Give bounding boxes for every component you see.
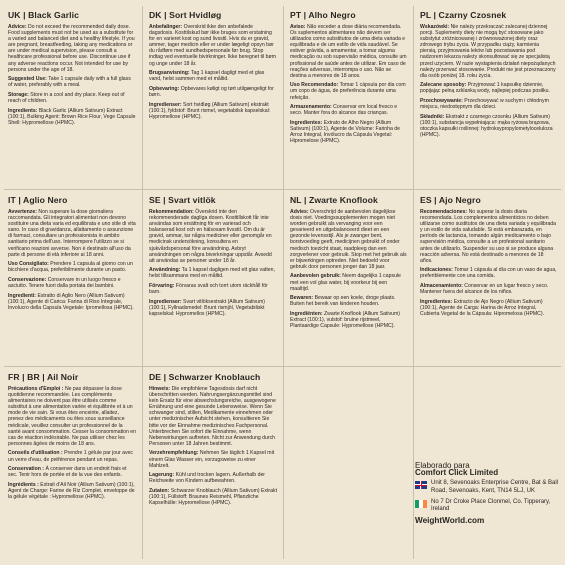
info-paragraph <box>290 295 407 307</box>
section-heading: FR | BR | Ail Noir <box>8 372 79 382</box>
info-paragraph <box>8 277 136 289</box>
paragraph-label: Ingredientes: <box>290 119 323 126</box>
paragraph-text: Conservar em local fresco e seco. Manter fora do alcance das crianças. <box>290 104 398 117</box>
ie-address: No 7 Dr Croke Place Clonmel, Co. Tipperary, Ireland <box>431 498 551 513</box>
heading-text: BR <box>27 372 40 382</box>
info-paragraph <box>420 299 557 317</box>
paragraph-text: Tomar 1 cápsula por dia com um copo de água, de preferência durante uma refeição. <box>290 82 406 101</box>
section-heading: PT | Alho Negro <box>290 10 356 20</box>
info-paragraph <box>8 92 136 104</box>
paragraph-text: Take 1 capsule daily with a full glass of water, preferably with a meal. <box>8 76 131 89</box>
heading-text: Sort Hvidløg <box>169 10 222 20</box>
paragraph-label: Användning: <box>149 267 181 274</box>
heading-text: Czarny Czosnek <box>438 10 507 20</box>
paragraph-label: Verzehrempfehlung: <box>149 450 199 457</box>
uk-flag-icon <box>415 481 427 489</box>
paragraph-label: Ingredienti: <box>8 292 36 299</box>
paragraph-label: Ingredienser: <box>149 298 182 305</box>
paragraph-label: Recomendaciones: <box>420 209 468 215</box>
uk-address: Unit 8, Sevenoaks Enterprise Centre, Bat & Ball Road, Sevenoaks, Kent, TN14 5LJ, UK <box>431 480 559 494</box>
paragraph-text: Zwarte Knoflook (Allium Sativum) Extract (100:1), vulstof: bruine rijstmeel, Plantaardige Capsule: Hypromellose (HPMC). <box>290 310 400 330</box>
paragraph-text: Opbevares køligt og tørt utilgængeligt for børn. <box>149 85 274 98</box>
paragraph-label: Förvaring: <box>149 283 175 290</box>
ie-address-row <box>415 499 563 513</box>
info-paragraph <box>8 386 136 447</box>
info-paragraph <box>149 70 277 82</box>
section-uk <box>2 6 142 189</box>
info-paragraph <box>420 283 557 295</box>
paragraph-label: Bewaren: <box>290 295 314 302</box>
heading-text: Svart vitlök <box>168 195 216 205</box>
paragraph-label: Aviso: <box>290 24 306 30</box>
section-fr <box>2 368 142 563</box>
section-se <box>143 191 283 366</box>
paragraph-label: Rekommendation: <box>149 209 194 215</box>
section-es <box>414 191 563 366</box>
info-paragraph <box>149 209 277 264</box>
section-heading: DE | Schwarzer Knoblauch <box>149 372 261 382</box>
paragraph-label: Opbevaring: <box>149 85 180 92</box>
uk-address-row <box>415 480 563 494</box>
paragraph-label: Almacenamiento: <box>420 283 463 290</box>
info-paragraph <box>290 209 407 270</box>
info-paragraph <box>149 450 277 468</box>
section-heading: NL | Zwarte Knoflook <box>290 195 378 205</box>
paragraph-text: No superar la dosis diaria recomendada. Los complementos alimenticios no deben utilizarse como sustitutos de una dieta variada y equilibrada y un estilo de vida saludable. Si está embarazada, en período de lactancia, tomando algún medicamento o bajo supervisión médica, consulte a un profesional sanitario antes de utilizarlo. Suspender su uso si se produce alguna reacción adversa. No está destinado a menores de 18 años. <box>420 209 557 264</box>
heading-text: FR <box>8 372 20 382</box>
info-paragraph <box>420 82 557 94</box>
paragraph-label: Lagerung: <box>149 472 175 479</box>
section-heading: UK | Black Garlic <box>8 10 79 20</box>
heading-text: DE <box>149 372 162 382</box>
info-paragraph <box>290 273 407 291</box>
paragraph-text: Ekstrakt z czarnego czosnku (Allium Sativum) (100:1), substancja wypełniająca: mąka ryżowa brązowa, otoczka kapsułki roślinnej: hydroksypropylometyloceluloza (HPMC). <box>420 113 553 138</box>
paragraph-text: Die empfohlene Tagesdosis darf nicht überschritten werden. Nahrungsergänzungsmittel sind kein Ersatz für eine abwechslungsreiche, ausgewogene Ernährung und eine gesunde Lebensweise. Wenn Sie schwanger sind, stillen, Medikamente einnehmen oder unter medizinischer Aufsicht stehen, konsultieren Sie bitte vor der Einnahme medizinisches Fachpersonal. Unterbrechen Sie sofort die Einnahme, wenn Nebenwirkungen auftreten. Nicht zur Anwendung durch Personen unter 18 Jahren bestimmt. <box>149 386 276 447</box>
section-dk <box>143 6 283 189</box>
paragraph-text: Do not exceed the recommended daily dose. Food supplements must not be used as a substitute for a varied and balanced diet and a healthy lifestyle. If you are pregnant, breastfeeding, taking any medications or are under medical supervision, please consult a healthcare professional before use. Discontinue use if any adverse reactions occur. Not intended for use by persons under the age of 18. <box>8 24 135 73</box>
info-paragraph <box>290 24 407 79</box>
heading-text: PL <box>420 10 432 20</box>
heading-text: Schwarzer Knoblauch <box>168 372 261 382</box>
paragraph-text: Estratto di Aglio Nero (Allium Sativum) (100:1), Agente di Carica: Farina di Riso Integrale, Involucro della Capsula Vegetale: Ipromellosa (HPMC). <box>8 292 134 311</box>
info-paragraph <box>290 311 407 329</box>
paragraph-label: Składniki: <box>420 113 445 120</box>
paragraph-text: Overskrid ikke den anbefalede dagsdosis. Kosttilskud bør ikke bruges som erstatning for en varieret kost og sund livsstil. Hvis du er gravid, ammer, tager medicin eller er under lægeligt opsyn bør du rådføre med sundhedspersonale før brug. Stop indtag ved eventuelle bivirkninger. Ikke beregnet til børn og unge under 18 år. <box>149 24 277 67</box>
info-paragraph <box>420 98 557 110</box>
info-paragraph <box>420 209 557 264</box>
manufacturer-info <box>415 462 563 524</box>
heading-text: PT <box>290 10 302 20</box>
paragraph-text: Neem dagelijks 1 capsule met een vol glas water, bij voorkeur bij een maaltijd. <box>290 273 401 292</box>
paragraph-label: Ingredientes: <box>420 298 453 305</box>
paragraph-label: Przechowywanie: <box>420 98 463 105</box>
paragraph-text: Sort hvidløg (Allium Sativum) ekstrakt (100:1), fyldstof: Brunt rismel, vegetabilsk kapselskal: Hypromellose (HPMC). <box>149 101 271 120</box>
paragraph-text: Ne pas dépasser la dose quotidienne recommandée. Les compléments alimentaires ne doivent pas être utilisés comme substitut à une alimentation variée et équilibrée et à un mode de vie sain. Si vous êtes enceinte, allaitez, prenez des médicaments ou êtes sous surveillance médicale, veuillez consulter un professionnel de la santé avant consommation. Cesser la consommation en cas de réaction indésirable. Ne pas utiliser chez les personnes âgées de moins de 18 ans. <box>8 386 137 447</box>
paragraph-label: Advice: <box>8 24 27 30</box>
company-name: Comfort Click Limited <box>415 468 499 478</box>
section-it <box>2 191 142 366</box>
info-paragraph <box>8 482 136 500</box>
paragraph-text: Extracto de Ajo Negro (Allium Sativum) (100:1), Agente de Carga: Harina de Arroz Integral, Cubierta Vegetal de la Cápsula: Hipromelosa (HPMC). <box>420 298 545 317</box>
paragraph-text: Nehmen Sie täglich 1 Kapsel mit einem Glas Wasser ein, vorzugsweise zu einer Mahlzeit. <box>149 450 275 469</box>
info-paragraph <box>420 24 557 79</box>
info-paragraph <box>149 283 277 295</box>
paragraph-label: Zutaten: <box>149 487 170 494</box>
paragraph-text: Schwarzer Knoblauch (Allium Sativum) Extrakt (100:1), Füllstoff: Braunes Reismehl, Pflanzliche Kapselhülle: Hypromellose (HPMC). <box>149 487 277 507</box>
paragraph-text: Ta 1 kapsel dagligen med ett glas vatten, helst tillsammans med en måltid. <box>149 267 275 280</box>
paragraph-label: Uso Consigliato: <box>8 261 49 268</box>
paragraph-label: Ingredienser: <box>149 101 182 108</box>
info-paragraph <box>8 450 136 462</box>
paragraph-text: Przyjmować 1 kapsułkę dziennie, popijając pełną szklanką wody, najlepiej podczas posiłku. <box>420 82 550 95</box>
paragraph-label: Indicaciones: <box>420 267 453 274</box>
info-paragraph <box>149 24 277 67</box>
paragraph-label: Ingrediënten: <box>290 310 323 317</box>
paragraph-label: Hinweis: <box>149 386 171 392</box>
info-paragraph <box>149 386 277 447</box>
info-paragraph <box>8 209 136 258</box>
paragraph-label: Conservazione: <box>8 276 47 283</box>
heading-text: IT <box>8 195 16 205</box>
info-paragraph <box>149 102 277 120</box>
heading-text: DK <box>149 10 162 20</box>
paragraph-text: Svart vitlöksextrakt (Allium Sativum) (100:1), Fyllnadsmedel: Brunt rismjöl, Vegetabiliskt kapselskal: Hypromellos (HPMC). <box>149 298 265 317</box>
heading-text: Aglio Nero <box>23 195 68 205</box>
paragraph-label: Ingredients: <box>8 107 38 114</box>
section-pl <box>414 6 563 189</box>
heading-text: Ail Noir <box>46 372 79 382</box>
heading-text: SE <box>149 195 161 205</box>
info-paragraph <box>420 267 557 279</box>
section-nl <box>284 191 413 366</box>
paragraph-text: Extrait d'Ail Noir (Allium Sativum) (100:1), Agent de Charge: Farine de Riz Complet, enveloppe de la gélule végétale : Hypromellose (HPMC). <box>8 481 135 500</box>
paragraph-text: Prendere 1 capsula al giorno con un bicchiere d'acqua, preferibilmente durante un pasto. <box>8 261 133 274</box>
info-paragraph <box>8 24 136 73</box>
info-paragraph <box>8 76 136 88</box>
paragraph-label: Zalecane sposoby: <box>420 82 467 89</box>
info-paragraph <box>149 472 277 484</box>
info-paragraph <box>290 104 407 116</box>
info-paragraph <box>149 86 277 98</box>
paragraph-label: Conseils d'utilisation : <box>8 450 63 457</box>
info-paragraph <box>149 299 277 317</box>
paragraph-text: Conservare in un luogo fresco e asciutto. Tenere fuori dalla portata dei bambini. <box>8 276 121 290</box>
paragraph-text: Tag 1 kapsel dagligt med et glas vand, helst sammen med et måltid. <box>149 70 265 83</box>
info-paragraph <box>290 120 407 144</box>
paragraph-text: Bewaar op een koele, droge plaats. Buiten het bereik van kinderen houden. <box>290 295 396 308</box>
paragraph-text: Förvaras svalt och torrt utom räckhåll för barn. <box>149 283 268 296</box>
paragraph-label: Armazenamento: <box>290 104 332 111</box>
info-paragraph <box>290 82 407 100</box>
section-heading: DK | Sort Hvidløg <box>149 10 222 20</box>
heading-text: ES <box>420 195 432 205</box>
section-heading: IT | Aglio Nero <box>8 195 68 205</box>
info-paragraph <box>8 261 136 273</box>
heading-text: Black Garlic <box>28 10 79 20</box>
paragraph-label: Wskazówki: <box>420 24 450 30</box>
info-paragraph <box>8 466 136 478</box>
info-paragraph <box>420 114 557 138</box>
paragraph-text: Kühl und trocken lagern. Außerhalb der Reichweite von Kindern aufbewahren. <box>149 472 266 485</box>
paragraph-label: Storage: <box>8 91 29 98</box>
manufacturer-label: Elaborado para <box>415 461 470 470</box>
paragraph-text: Store in a cool and dry place. Keep out of reach of children. <box>8 91 125 105</box>
paragraph-label: Précautions d'Emploi : <box>8 386 64 392</box>
paragraph-text: Overschrijd de aanbevolen dagelijkse dosis niet. Voedingssupplementen mogen niet worden gebruikt als vervanging voor een gevarieerd en uitgebalanceerd dieet en een gezonde levensstijl. Als je zwanger bent, borstvoeding geeft, medicijnen gebruikt of onder medisch toezicht staat, raadpleeg dan een zorgverlener voor gebruik. Stop met het gebruik als er bijwerkingen optreden. Niet bedoeld voor gebruik door personen jonger dan 18 jaar. <box>290 209 407 270</box>
paragraph-text: Överskrid inte den rekommenderade dagliga dosen. Kosttillskott får inte användas som ersättning för en varierad och balanserad kost och en hälsosam livsstil. Om du är gravid, ammar, tar några mediciner eller genomgår en medicinsk undersökning, konsultera en sjukvårdspersonal före användning. Avbryt användningen om några biverkningar uppstår. Avsedd att användas av personer under 18 år. <box>149 209 272 264</box>
paragraph-label: Avvertenze: <box>8 209 37 215</box>
website-link[interactable]: WeightWorld.com <box>415 516 485 526</box>
heading-text: Zwarte Knoflook <box>309 195 378 205</box>
section-pt <box>284 6 413 189</box>
paragraph-label: Ingrédients : <box>8 481 39 488</box>
info-paragraph <box>8 108 136 126</box>
ireland-flag-icon <box>415 500 427 508</box>
paragraph-label: Anbefalinger: <box>149 24 183 30</box>
paragraph-label: Aanbevolen gebruik: <box>290 273 341 280</box>
heading-text: Alho Negro <box>308 10 356 20</box>
paragraph-label: Advies: <box>290 209 309 215</box>
section-de <box>143 368 283 563</box>
paragraph-label: Conservation : <box>8 466 44 473</box>
paragraph-text: Tomar 1 cápsula al día con un vaso de agua, preferiblemente con una comida. <box>420 267 557 280</box>
paragraph-text: Non superare la dose giornaliera raccomandata. Gli integratori alimentari non devono sostituire una dieta varia ed equilibrata e uno stile di vita sano. In caso di gravidanza, allattamento o assunzione di farmaci, consultare un professionista in ambito sanitario prima dell'uso. Interrompere l'utilizzo se si verificano reazioni avverse. Non è destinato all'uso da parte di persone di età inferiore ai 18 anni. <box>8 209 136 258</box>
paragraph-text: Prendre 1 gélule par jour avec un verre d'eau, de préférence pendant un repas. <box>8 450 133 463</box>
heading-text: NL <box>290 195 302 205</box>
section-heading: SE | Svart vitlök <box>149 195 216 205</box>
paragraph-text: Przechowywać w suchym i chłodnym miejscu, niedostępnym dla dzieci. <box>420 98 549 111</box>
paragraph-label: Suggested Use: <box>8 76 47 83</box>
paragraph-label: Brugsanvisning: <box>149 70 190 77</box>
heading-text: UK <box>8 10 21 20</box>
paragraph-text: Extrato de Alho Negro (Allium Sativum) (100:1), Agente de Volume: Farinha de Arroz Integral, Invólucro da Cápsula Vegetal: Hipromelose (HPMC). <box>290 119 401 145</box>
info-paragraph <box>8 293 136 311</box>
section-heading: PL | Czarny Czosnek <box>420 10 507 20</box>
paragraph-text: Nie należy przekraczać zalecanej dziennej porcji. Suplementy diety nie mogą być stosowane jako substytut zróżnicowanej i zrównoważonej diety oraz zdrowego trybu życia. W przypadku ciąży, karmienia piersią, przyjmowania leków lub pozostawania pod nadzorem lekarza należy skonsultować się ze specjalistą przed użyciem. W razie wystąpienia działań niepożądanych należy przerwać stosowanie. Produkt nie jest przeznaczony dla osób poniżej 18. roku życia. <box>420 24 556 79</box>
paragraph-label: Uso Recomendado: <box>290 82 339 89</box>
paragraph-text: À conserver dans un endroit frais et sec. Tenir hors de portée et de la vue des enfants. <box>8 466 127 479</box>
section-heading: ES | Ajo Negro <box>420 195 481 205</box>
info-paragraph <box>149 488 277 506</box>
paragraph-text: Não exceder a dose diária recomendada. Os suplementos alimentares não devem ser utilizados como substitutos de uma dieta variada e equilibrada e de um estilo de vida saudável. Se estiver grávida, a amamentar, a tomar alguma medicação ou sob supervisão médica, consulte um profissional de saúde antes de utilizar. Em caso de reações adversas, interrompa o uso. Não se destina a menores de 18 anos. <box>290 24 407 79</box>
heading-text: Ajo Negro <box>438 195 481 205</box>
paragraph-text: Black Garlic (Allium Sativum) Extract (100:1), Bulking Agent: Brown Rice Flour, Vege Capsule Shell: Hypromellose (HPMC). <box>8 107 136 126</box>
flag-stripe <box>423 500 427 508</box>
paragraph-text: Conservar en un lugar fresco y seco. Mantener fuera del alcance de los niños. <box>420 283 549 296</box>
info-paragraph <box>149 267 277 279</box>
